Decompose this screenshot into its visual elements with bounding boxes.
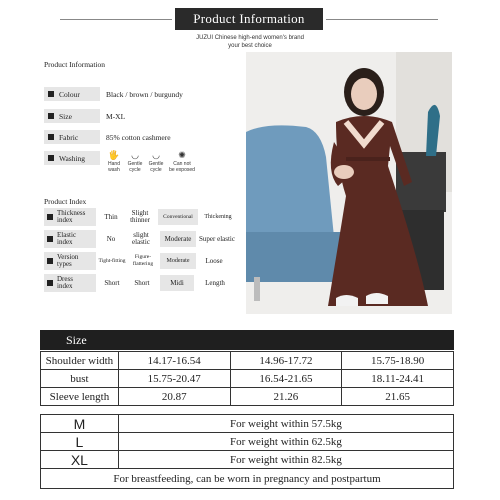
page-title: Product Information [175,8,323,30]
gentle-cycle-icon: ◡ Gentle cycle [127,150,143,173]
product-photo [246,52,452,314]
size-table [40,351,454,406]
table-cell: 18.11-24.41 [342,370,454,388]
option-thickening: Thickening [204,213,232,220]
option-midi: Midi [160,275,194,291]
table-cell: 16.54-21.65 [230,370,342,388]
table-cell: 20.87 [118,388,230,406]
weight-cell: For weight within 82.5kg [118,451,453,469]
table-row [41,433,454,451]
no-sun-icon: ✺ Can not be exposed [169,150,195,173]
table-cell: 21.26 [230,388,342,406]
fabric-value: 85% cotton cashmere [106,133,171,142]
bullet-icon [47,236,53,242]
table-cell: 15.75-20.47 [118,370,230,388]
banner-left-line [60,19,172,20]
table-row [41,451,454,469]
option-length: Length [205,278,225,287]
product-info-title: Product Information [44,60,106,69]
option-short: Short [134,278,150,287]
option-moderate: Moderate [160,253,196,269]
dress-index-label: Dress index [44,274,96,292]
table-row [41,415,454,433]
option-loose: Loose [205,256,223,265]
colour-label: Colour [44,87,100,101]
model-illustration [246,52,452,314]
option-short: Short [104,278,120,287]
bullet-icon [47,280,53,286]
version-types-label: Version types [44,252,96,270]
size-cell: L [41,433,119,451]
banner-right-line [326,19,438,20]
note-cell: For breastfeeding, can be worn in pregnancy and postpartum [41,469,454,489]
table-row [41,469,454,489]
table-cell: 14.17-16.54 [118,352,230,370]
table-cell: 21.65 [342,388,454,406]
weight-table [40,414,454,489]
washing-label: Washing [44,151,100,165]
thickness-index-label: Thickness index [44,208,96,226]
size-value: M-XL [106,112,126,121]
size-cell: XL [41,451,119,469]
table-cell: bust [41,370,119,388]
fabric-label: Fabric [44,130,100,144]
table-row [41,370,454,388]
bullet-icon [47,214,53,220]
hand-wash-icon: 🖐 Hand wash [108,150,120,173]
option-tight-fitting: Tight-fitting [98,257,126,264]
bullet-icon [48,91,54,97]
bullet-icon [47,258,53,264]
option-moderate: Moderate [160,231,196,247]
bullet-icon [48,155,54,161]
elastic-index-label: Elastic index [44,230,96,248]
table-row [41,388,454,406]
table-cell: Shoulder width [41,352,119,370]
option-thin: Thin [104,212,118,221]
bullet-icon [48,134,54,140]
tagline-line2: your best choice [228,43,272,49]
product-index-title: Product Index [44,197,87,206]
option-figure-flattering: Figure-flattering [132,254,154,267]
option-conventional: Conventional [158,209,198,225]
size-label: Size [44,109,100,123]
size-table-title: Size [40,330,454,350]
option-no: No [106,234,116,243]
weight-cell: For weight within 62.5kg [118,433,453,451]
weight-cell: For weight within 57.5kg [118,415,453,433]
size-cell: M [41,415,119,433]
gentle-cycle-icon: ◡ Gentle cycle [148,150,164,173]
bullet-icon [48,113,54,119]
option-super-elastic: Super elastic [199,234,235,243]
option-slight-thinner: Slight thinner [130,209,150,224]
colour-value: Black / brown / burgundy [106,90,183,99]
table-cell: Sleeve length [41,388,119,406]
option-slight-elastic: slight elastic [132,231,150,246]
table-cell: 15.75-18.90 [342,352,454,370]
tagline-line1: JUZUI Chinese high-end women's brand [196,35,304,41]
table-row [41,352,454,370]
table-cell: 14.96-17.72 [230,352,342,370]
